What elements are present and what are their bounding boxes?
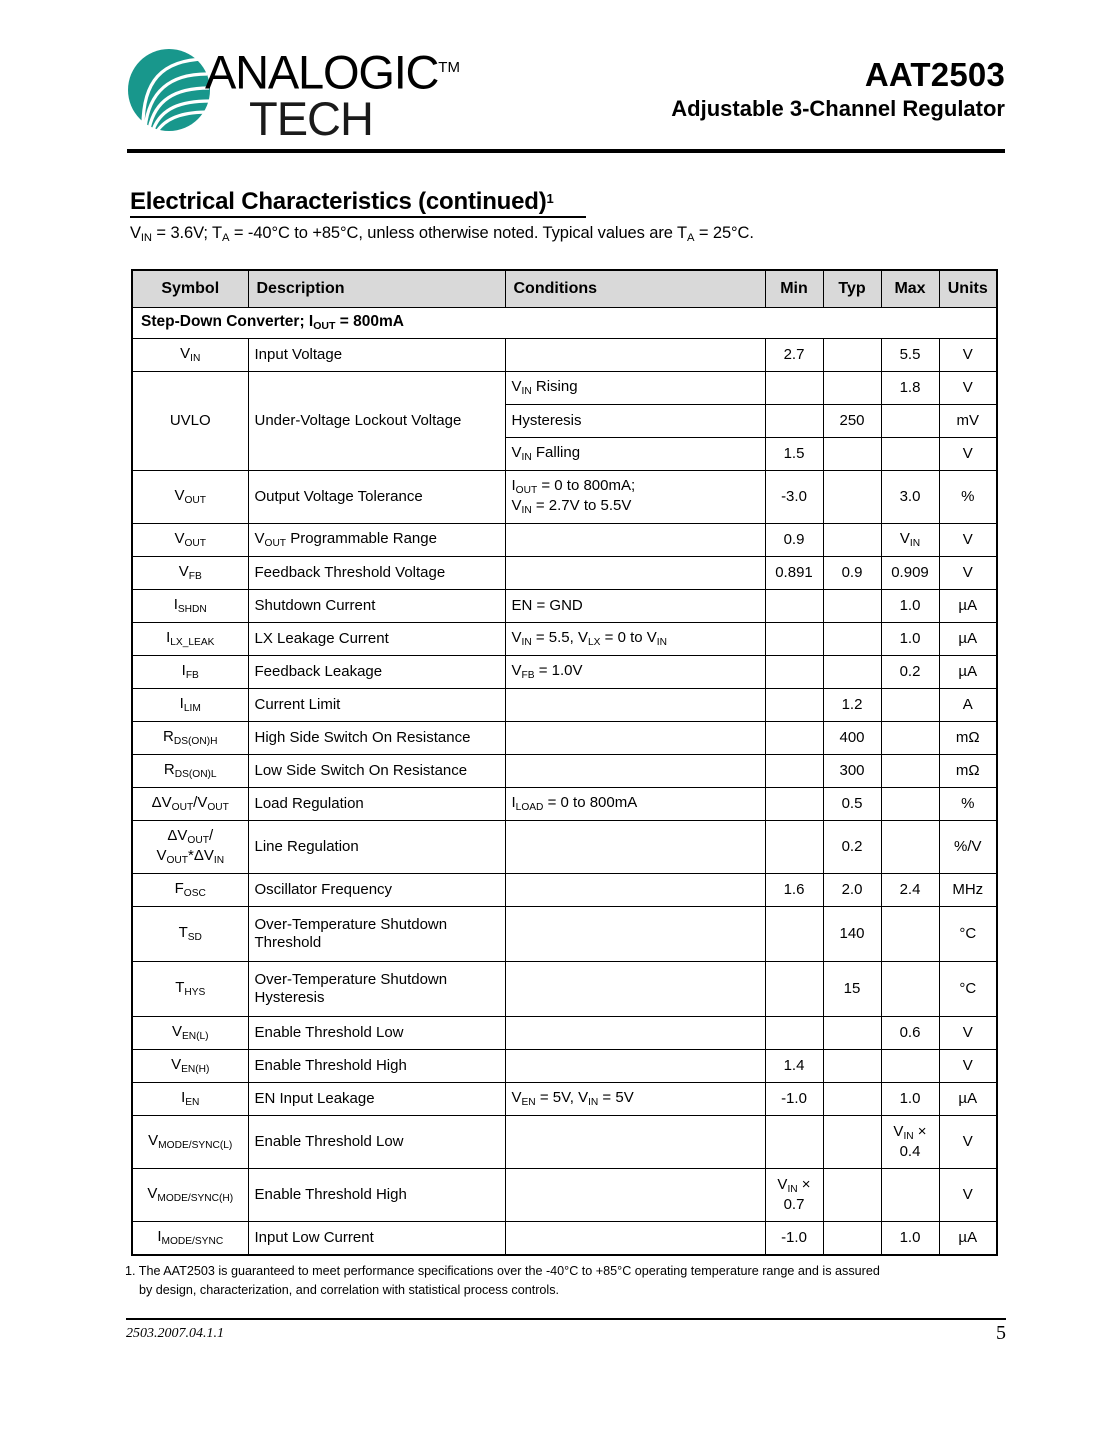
cell-units: V: [939, 339, 997, 372]
page-footer: [126, 1322, 1006, 1352]
header-title-block: [671, 56, 1005, 124]
cell-symbol: $I_{EN}$: [132, 1083, 248, 1116]
cell-typ: 250: [823, 405, 881, 438]
cell-description: Enable Threshold High: [248, 1169, 505, 1222]
cell-units: V: [939, 1050, 997, 1083]
logo-line2-text: TECH: [249, 91, 373, 145]
cell-conditions: $V_{IN}$ Falling: [505, 438, 765, 471]
cell-conditions: [505, 755, 765, 788]
cell-symbol: $F_{OSC}$: [132, 874, 248, 907]
cell-min: [765, 755, 823, 788]
table-row: [132, 821, 997, 874]
cell-conditions: [505, 874, 765, 907]
footnote-line-2: by design, characterization, and correlation with statistical process controls.: [139, 1282, 559, 1297]
cell-max: 0.6: [881, 1017, 939, 1050]
cell-conditions: [505, 821, 765, 874]
cell-max: 2.4: [881, 874, 939, 907]
cell-min: 1.4: [765, 1050, 823, 1083]
company-logo: [127, 44, 460, 145]
document-code: 2503.2007.04.1.1: [126, 1326, 224, 1341]
cell-symbol: $\Delta V_{OUT}/$ $V_{OUT}*\Delta V_{IN}$: [132, 821, 248, 874]
cell-max: $V_{IN}$ × 0.4: [881, 1116, 939, 1169]
cell-min: 0.891: [765, 557, 823, 590]
cell-description: EN Input Leakage: [248, 1083, 505, 1116]
cell-description: Current Limit: [248, 689, 505, 722]
cell-description: Line Regulation: [248, 821, 505, 874]
cell-typ: [823, 1169, 881, 1222]
column-header-conditions: Conditions: [505, 270, 765, 308]
logo-wordmark: [205, 44, 460, 145]
cell-max: [881, 689, 939, 722]
part-subtitle: Adjustable 3-Channel Regulator: [671, 96, 1005, 121]
cell-description: Feedback Leakage: [248, 656, 505, 689]
cell-symbol: UVLO: [132, 372, 248, 471]
cell-typ: 1.2: [823, 689, 881, 722]
cell-typ: 15: [823, 962, 881, 1017]
table-row: [132, 907, 997, 962]
cell-conditions: $I_{OUT} = 0$ to 800mA; $V_{IN} = 2.7V$ to 5.5V: [505, 471, 765, 524]
cell-units: %: [939, 788, 997, 821]
cell-typ: [823, 590, 881, 623]
cell-conditions: [505, 1116, 765, 1169]
cell-description: Enable Threshold Low: [248, 1017, 505, 1050]
cell-max: 5.5: [881, 339, 939, 372]
section-conditions-line: $V_{IN} = 3.6V$; $T_A = -40^\circ C$ to +85°C, unless otherwise noted. Typical values are $T_A = 25^\circ C$.: [130, 224, 754, 245]
cell-symbol: $V_{OUT}$: [132, 471, 248, 524]
cell-min: 1.6: [765, 874, 823, 907]
cell-conditions: [505, 907, 765, 962]
table-row: [132, 689, 997, 722]
cell-units: V: [939, 372, 997, 405]
table-row: [132, 1017, 997, 1050]
cell-min: [765, 689, 823, 722]
cell-symbol: $T_{SD}$: [132, 907, 248, 962]
table-row: [132, 339, 997, 372]
cell-min: [765, 623, 823, 656]
cell-conditions: [505, 1222, 765, 1256]
cell-typ: 0.5: [823, 788, 881, 821]
cell-symbol: $V_{EN(L)}$: [132, 1017, 248, 1050]
cell-min: [765, 372, 823, 405]
cell-description: Load Regulation: [248, 788, 505, 821]
cell-symbol: $I_{SHDN}$: [132, 590, 248, 623]
cell-conditions: [505, 962, 765, 1017]
table-row: [132, 1222, 997, 1256]
cell-symbol: $V_{OUT}$: [132, 524, 248, 557]
page-number: 5: [996, 1322, 1006, 1344]
cell-units: MHz: [939, 874, 997, 907]
cell-units: mΩ: [939, 755, 997, 788]
cell-typ: 300: [823, 755, 881, 788]
cell-min: [765, 590, 823, 623]
cell-conditions: Hysteresis: [505, 405, 765, 438]
table-row: [132, 372, 997, 405]
cell-typ: [823, 1050, 881, 1083]
cell-min: $V_{IN}$ × 0.7: [765, 1169, 823, 1222]
cell-units: V: [939, 524, 997, 557]
cell-units: µA: [939, 656, 997, 689]
column-header-units: Units: [939, 270, 997, 308]
cell-conditions: [505, 1050, 765, 1083]
section-title-underline: [130, 216, 586, 218]
cell-typ: [823, 1083, 881, 1116]
cell-conditions: [505, 339, 765, 372]
cell-units: V: [939, 1116, 997, 1169]
cell-description: High Side Switch On Resistance: [248, 722, 505, 755]
cell-conditions: $V_{FB} = 1.0V$: [505, 656, 765, 689]
part-number: AAT2503: [864, 56, 1005, 93]
cell-min: [765, 1116, 823, 1169]
cell-min: -1.0: [765, 1083, 823, 1116]
cell-max: [881, 1050, 939, 1083]
cell-symbol: $\Delta V_{OUT}/V_{OUT}$: [132, 788, 248, 821]
cell-typ: 140: [823, 907, 881, 962]
cell-symbol: $I_{LX\_LEAK}$: [132, 623, 248, 656]
cell-description: Low Side Switch On Resistance: [248, 755, 505, 788]
cell-symbol: $V_{FB}$: [132, 557, 248, 590]
table-header-row: [132, 270, 997, 308]
cell-max: [881, 788, 939, 821]
table-row: [132, 1083, 997, 1116]
table-row: [132, 755, 997, 788]
cell-min: [765, 1017, 823, 1050]
cell-description: Shutdown Current: [248, 590, 505, 623]
section-title-footnote-marker: 1: [546, 191, 554, 207]
cell-conditions: $V_{IN}$ Rising: [505, 372, 765, 405]
cell-max: [881, 405, 939, 438]
logo-line1-text: ANALOGIC: [205, 45, 439, 99]
table-row: [132, 623, 997, 656]
cell-conditions: $V_{IN} = 5.5$, $V_{LX} = 0$ to $V_{IN}$: [505, 623, 765, 656]
cell-typ: [823, 656, 881, 689]
cell-max: 3.0: [881, 471, 939, 524]
table-row: [132, 656, 997, 689]
cell-typ: [823, 372, 881, 405]
cell-typ: [823, 438, 881, 471]
cell-conditions: $I_{LOAD} = 0$ to 800mA: [505, 788, 765, 821]
group-header-label: Step-Down Converter; $I_{OUT} = 800mA$: [132, 308, 997, 339]
cell-max: [881, 438, 939, 471]
table-row: [132, 524, 997, 557]
cell-max: 1.0: [881, 1083, 939, 1116]
cell-units: µA: [939, 1222, 997, 1256]
cell-units: µA: [939, 590, 997, 623]
column-header-symbol: Symbol: [132, 270, 248, 308]
cell-description: Under-Voltage Lockout Voltage: [248, 372, 505, 471]
cell-max: [881, 755, 939, 788]
cell-symbol: $I_{LIM}$: [132, 689, 248, 722]
cell-units: V: [939, 1017, 997, 1050]
cell-description: Enable Threshold Low: [248, 1116, 505, 1169]
cell-min: [765, 821, 823, 874]
column-header-max: Max: [881, 270, 939, 308]
cell-min: -1.0: [765, 1222, 823, 1256]
cell-units: V: [939, 438, 997, 471]
cell-min: 1.5: [765, 438, 823, 471]
electrical-characteristics-table: [131, 269, 998, 1256]
cell-max: [881, 821, 939, 874]
table-row: [132, 722, 997, 755]
cell-min: -3.0: [765, 471, 823, 524]
cell-symbol: $V_{MODE/SYNC(L)}$: [132, 1116, 248, 1169]
cell-symbol: $R_{DS(ON)L}$: [132, 755, 248, 788]
cell-max: [881, 962, 939, 1017]
cell-description: Over-Temperature Shutdown Hysteresis: [248, 962, 505, 1017]
cell-units: %: [939, 471, 997, 524]
cell-units: µA: [939, 623, 997, 656]
cell-symbol: $I_{FB}$: [132, 656, 248, 689]
cell-description: Feedback Threshold Voltage: [248, 557, 505, 590]
cell-description: Over-Temperature Shutdown Threshold: [248, 907, 505, 962]
cell-symbol: $T_{HYS}$: [132, 962, 248, 1017]
cell-min: [765, 907, 823, 962]
cell-units: °C: [939, 907, 997, 962]
table-row: [132, 1050, 997, 1083]
page-footnote: [125, 1262, 1007, 1300]
cell-symbol: $V_{IN}$: [132, 339, 248, 372]
cell-typ: [823, 471, 881, 524]
trademark-icon: TM: [438, 59, 460, 76]
cell-typ: [823, 1017, 881, 1050]
cell-typ: [823, 623, 881, 656]
cell-conditions: [505, 1017, 765, 1050]
table-row: [132, 471, 997, 524]
cell-conditions: EN = GND: [505, 590, 765, 623]
table-row: [132, 1116, 997, 1169]
cell-units: °C: [939, 962, 997, 1017]
footnote-line-1: 1. The AAT2503 is guaranteed to meet performance specifications over the -40°C to +85°C operating temperature range and is assured: [125, 1264, 880, 1278]
column-header-min: Min: [765, 270, 823, 308]
cell-symbol: $V_{EN(H)}$: [132, 1050, 248, 1083]
table-row: [132, 874, 997, 907]
cell-min: [765, 405, 823, 438]
cell-typ: 0.9: [823, 557, 881, 590]
cell-typ: [823, 1222, 881, 1256]
cell-conditions: $V_{EN} = 5V$, $V_{IN} = 5V$: [505, 1083, 765, 1116]
cell-conditions: [505, 689, 765, 722]
cell-description: Input Voltage: [248, 339, 505, 372]
cell-conditions: [505, 1169, 765, 1222]
table-row: [132, 590, 997, 623]
cell-units: µA: [939, 1083, 997, 1116]
page-header: [127, 42, 1005, 150]
cell-max: [881, 907, 939, 962]
column-header-description: Description: [248, 270, 505, 308]
cell-symbol: $R_{DS(ON)H}$: [132, 722, 248, 755]
section-title-text: Electrical Characteristics (continued): [130, 188, 547, 215]
cell-max: 0.2: [881, 656, 939, 689]
cell-typ: 2.0: [823, 874, 881, 907]
cell-min: [765, 788, 823, 821]
footer-divider: [126, 1318, 1006, 1320]
cell-symbol: $I_{MODE/SYNC}$: [132, 1222, 248, 1256]
cell-units: mΩ: [939, 722, 997, 755]
section-title: [130, 188, 554, 216]
cell-units: mV: [939, 405, 997, 438]
cell-min: 2.7: [765, 339, 823, 372]
table-group-header-row: [132, 308, 997, 339]
cell-typ: [823, 1116, 881, 1169]
cell-description: Oscillator Frequency: [248, 874, 505, 907]
cell-max: [881, 1169, 939, 1222]
analogic-globe-icon: [127, 48, 211, 132]
cell-typ: 400: [823, 722, 881, 755]
column-header-typ: Typ: [823, 270, 881, 308]
cell-description: Enable Threshold High: [248, 1050, 505, 1083]
cell-max: 0.909: [881, 557, 939, 590]
cell-units: V: [939, 1169, 997, 1222]
cell-min: [765, 656, 823, 689]
cell-min: 0.9: [765, 524, 823, 557]
cell-description: LX Leakage Current: [248, 623, 505, 656]
cell-conditions: [505, 557, 765, 590]
cell-min: [765, 962, 823, 1017]
cell-typ: [823, 524, 881, 557]
table-row: [132, 1169, 997, 1222]
cell-min: [765, 722, 823, 755]
cell-description: Input Low Current: [248, 1222, 505, 1256]
cell-max: 1.8: [881, 372, 939, 405]
table-row: [132, 557, 997, 590]
header-divider: [127, 149, 1005, 153]
cell-max: $V_{IN}$: [881, 524, 939, 557]
cell-units: %/V: [939, 821, 997, 874]
cell-max: [881, 722, 939, 755]
cell-max: 1.0: [881, 1222, 939, 1256]
cell-description: Output Voltage Tolerance: [248, 471, 505, 524]
cell-conditions: [505, 722, 765, 755]
cell-units: A: [939, 689, 997, 722]
cell-max: 1.0: [881, 590, 939, 623]
cell-typ: 0.2: [823, 821, 881, 874]
table-row: [132, 962, 997, 1017]
cell-description: $V_{OUT}$ Programmable Range: [248, 524, 505, 557]
cell-typ: [823, 339, 881, 372]
cell-units: V: [939, 557, 997, 590]
table-row: [132, 788, 997, 821]
cell-max: 1.0: [881, 623, 939, 656]
cell-symbol: $V_{MODE/SYNC(H)}$: [132, 1169, 248, 1222]
cell-conditions: [505, 524, 765, 557]
